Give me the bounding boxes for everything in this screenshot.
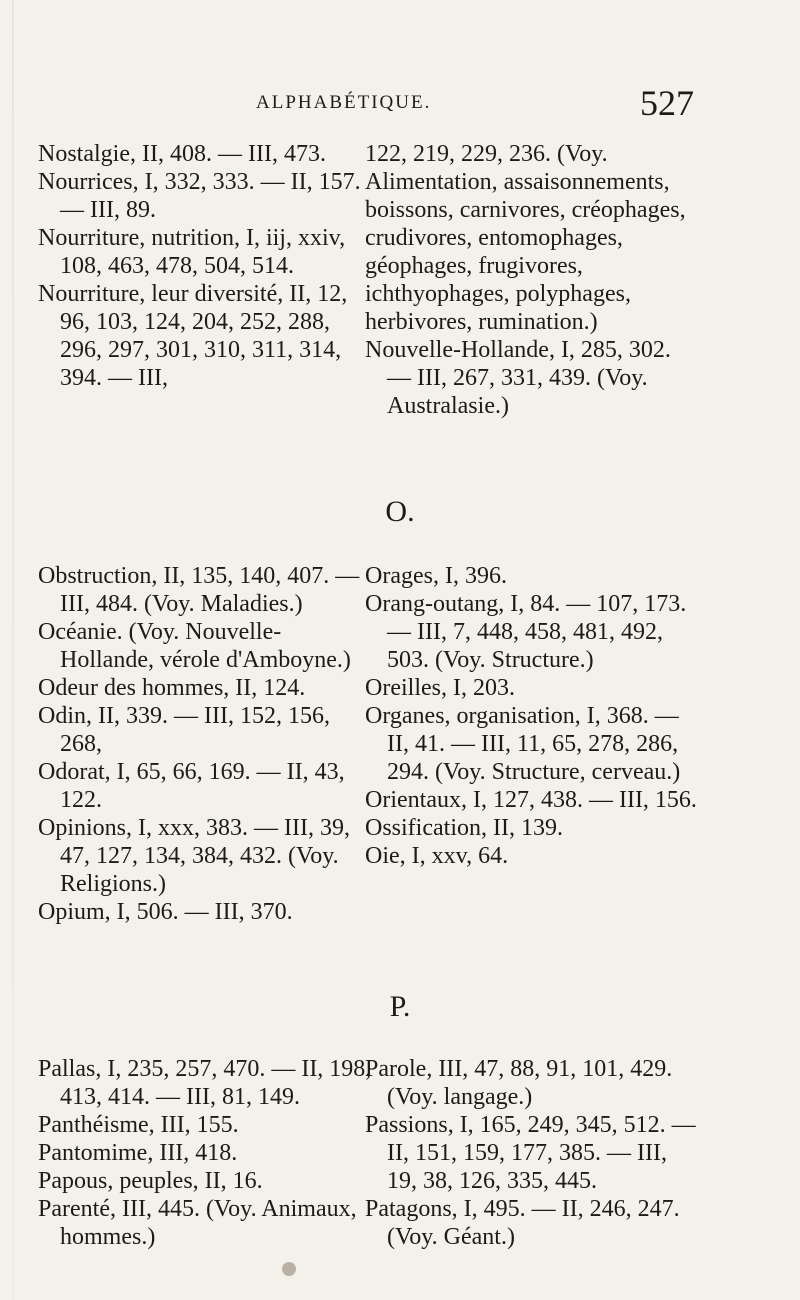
index-entry: Opinions, I, xxx, 383. — III, 39, 47, 127, 134, 384, 432. (Voy. Religions.) [38, 815, 350, 897]
index-entry: Orang-outang, I, 84. — 107, 173. — III, 7, 448, 458, 481, 492, 503. (Voy. Structure.) [365, 591, 687, 673]
o-right-column [365, 562, 700, 870]
index-entry: Océanie. (Voy. Nouvelle-Hollande, vérole d'Amboyne.) [38, 619, 351, 673]
o-left-column [38, 562, 373, 926]
index-entry: Patagons, I, 495. — II, 246, 247. (Voy. Géant.) [365, 1196, 680, 1250]
index-entry: Odeur des hommes, II, 124. [38, 675, 306, 701]
section-letter-p: P. [389, 990, 411, 1023]
running-head [40, 83, 780, 128]
index-entry: Nourriture, leur diversité, II, 12, 96, 103, 124, 204, 252, 288, 296, 297, 301, 310, 311, 314, 394. — III, [38, 281, 348, 391]
index-entry: Nourrices, I, 332, 333. — II, 157. — III, 89. [38, 169, 361, 223]
index-entry: Nouvelle-Hollande, I, 285, 302. — III, 267, 331, 439. (Voy. Australasie.) [365, 337, 671, 419]
index-entry: Pallas, I, 235, 257, 470. — II, 198, 413, 414. — III, 81, 149. [38, 1056, 372, 1110]
index-entry: Panthéisme, III, 155. [38, 1112, 239, 1138]
index-entry: Orages, I, 396. [365, 563, 507, 589]
index-entry: Parenté, III, 445. (Voy. Animaux, hommes.) [38, 1196, 357, 1250]
index-entry: Passions, I, 165, 249, 345, 512. — II, 151, 159, 177, 385. — III, 19, 38, 126, 335, 445. [365, 1112, 696, 1194]
p-left-column [38, 1055, 373, 1251]
n-right-column [365, 140, 700, 420]
index-entry: Odin, II, 339. — III, 152, 156, 268, [38, 703, 330, 757]
index-entry: Obstruction, II, 135, 140, 407. — III, 484. (Voy. Maladies.) [38, 563, 360, 617]
index-entry-continuation: 122, 219, 229, 236. (Voy. Alimentation, assaisonnements, boissons, carnivores, créophages, crudivores, entomophages, géophages, frugivores, ichthyophages, polyphages, herbivores, rumination.) [365, 141, 686, 335]
ink-blot-ornament [282, 1262, 296, 1276]
index-entry: Odorat, I, 65, 66, 169. — II, 43, 122. [38, 759, 345, 813]
running-title: ALPHABÉTIQUE. [256, 92, 432, 113]
index-entry: Papous, peuples, II, 16. [38, 1168, 263, 1194]
index-entry: Nourriture, nutrition, I, iij, xxiv, 108, 463, 478, 504, 514. [38, 225, 346, 279]
index-entry: Opium, I, 506. — III, 370. [38, 899, 293, 925]
index-entry: Oie, I, xxv, 64. [365, 843, 509, 869]
index-entry: Oreilles, I, 203. [365, 675, 515, 701]
page-number: 527 [640, 83, 694, 123]
index-entry: Parole, III, 47, 88, 91, 101, 429. (Voy. langage.) [365, 1056, 673, 1110]
index-entry: Orientaux, I, 127, 438. — III, 156. [365, 787, 697, 813]
index-entry: Organes, organisation, I, 368. — II, 41. — III, 11, 65, 278, 286, 294. (Voy. Structure, cerveau.) [365, 703, 681, 785]
index-entry: Pantomime, III, 418. [38, 1140, 238, 1166]
page-edge-shadow [12, 0, 14, 1300]
n-left-column [38, 140, 373, 392]
section-letter-o: O. [385, 495, 415, 528]
index-entry: Nostalgie, II, 408. — III, 473. [38, 141, 326, 167]
p-right-column [365, 1055, 700, 1251]
index-entry: Ossification, II, 139. [365, 815, 563, 841]
